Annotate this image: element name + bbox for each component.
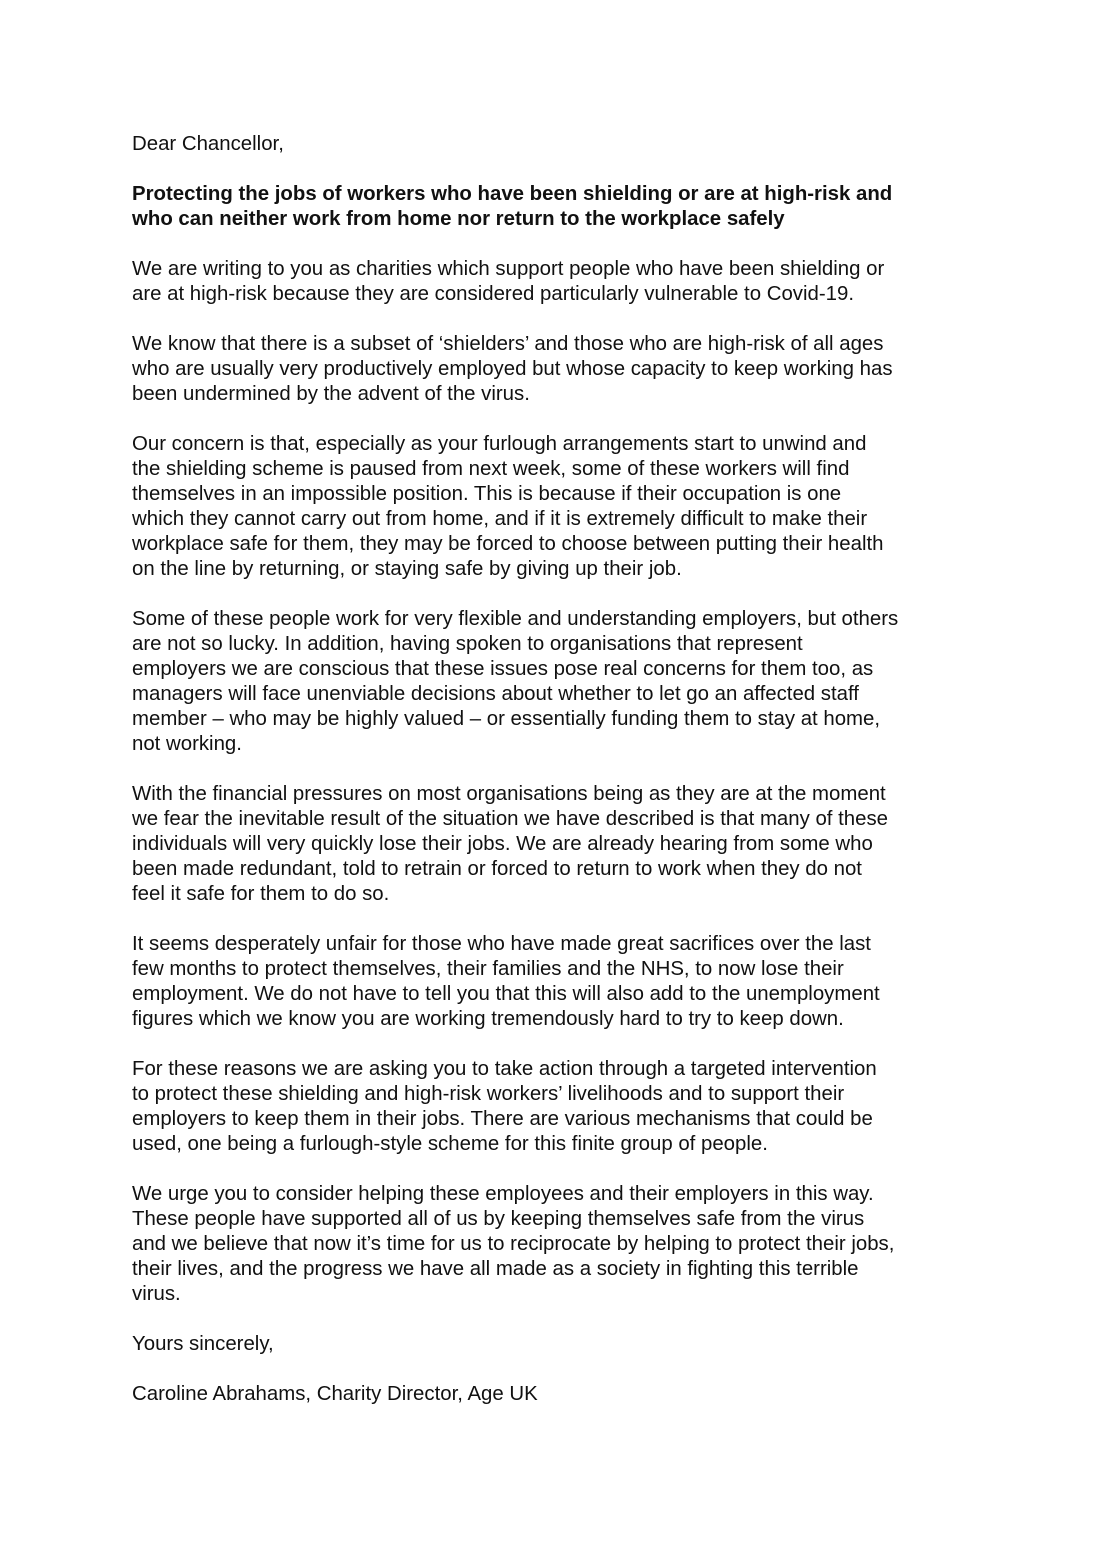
subject-line: who can neither work from home nor return to the workplace safely [132,208,785,230]
paragraph-line: to protect these shielding and high-risk workers’ livelihoods and to support their [132,1083,845,1105]
paragraph-line: It seems desperately unfair for those who have made great sacrifices over the last [132,933,871,955]
paragraph-line: We know that there is a subset of ‘shielders’ and those who are high-risk of all ages [132,333,884,355]
paragraph-intro [132,257,982,307]
paragraph-financial-pressures [132,782,982,907]
paragraph-line: their lives, and the progress we have all made as a society in fighting this terrible [132,1258,859,1280]
paragraph-line: member – who may be highly valued – or essentially funding them to stay at home, [132,708,881,730]
paragraph-line: the shielding scheme is paused from next week, some of these workers will find [132,458,850,480]
paragraph-line: few months to protect themselves, their families and the NHS, to now lose their [132,958,844,980]
paragraph-line: themselves in an impossible position. This is because if their occupation is one [132,483,842,505]
paragraph-shielders [132,332,982,407]
closing-text: Yours sincerely, [132,1333,274,1355]
paragraph-line: employers we are conscious that these issues pose real concerns for them too, as [132,658,874,680]
paragraph-line: employers to keep them in their jobs. There are various mechanisms that could be [132,1108,873,1130]
paragraph-line: not working. [132,733,242,755]
salutation [132,132,982,157]
paragraph-line: used, one being a furlough-style scheme for this finite group of people. [132,1133,768,1155]
signature-text: Caroline Abrahams, Charity Director, Age UK [132,1383,538,1405]
paragraph-line: employment. We do not have to tell you that this will also add to the unemployment [132,983,880,1005]
paragraph-line: figures which we know you are working tremendously hard to try to keep down. [132,1008,844,1030]
paragraph-urge [132,1182,982,1307]
paragraph-line: are at high-risk because they are considered particularly vulnerable to Covid-19. [132,283,854,305]
paragraph-line: on the line by returning, or staying safe by giving up their job. [132,558,682,580]
paragraph-line: managers will face unenviable decisions about whether to let go an affected staff [132,683,859,705]
paragraph-unfair [132,932,982,1032]
salutation-text: Dear Chancellor, [132,133,284,155]
paragraph-line: which they cannot carry out from home, and if it is extremely difficult to make their [132,508,868,530]
subject-line: Protecting the jobs of workers who have been shielding or are at high-risk and [132,183,893,205]
paragraph-line: We urge you to consider helping these employees and their employers in this way. [132,1183,874,1205]
paragraph-line: been undermined by the advent of the virus. [132,383,530,405]
paragraph-line: we fear the inevitable result of the situation we have described is that many of these [132,808,889,830]
subject-heading [132,182,982,232]
paragraph-line: Some of these people work for very flexible and understanding employers, but others [132,608,899,630]
paragraph-line: Our concern is that, especially as your furlough arrangements start to unwind and [132,433,867,455]
paragraph-request [132,1057,982,1157]
paragraph-line: We are writing to you as charities which support people who have been shielding or [132,258,885,280]
paragraph-line: been made redundant, told to retrain or forced to return to work when they do not [132,858,862,880]
paragraph-line: For these reasons we are asking you to take action through a targeted intervention [132,1058,877,1080]
paragraph-employers [132,607,982,757]
letter-body [132,132,982,1432]
paragraph-line: virus. [132,1283,181,1305]
paragraph-concern [132,432,982,582]
closing [132,1332,982,1357]
paragraph-line: feel it safe for them to do so. [132,883,390,905]
paragraph-line: who are usually very productively employed but whose capacity to keep working has [132,358,893,380]
paragraph-line: workplace safe for them, they may be forced to choose between putting their health [132,533,884,555]
signature [132,1382,982,1407]
paragraph-line: With the financial pressures on most organisations being as they are at the moment [132,783,886,805]
paragraph-line: are not so lucky. In addition, having spoken to organisations that represent [132,633,803,655]
paragraph-line: individuals will very quickly lose their jobs. We are already hearing from some who [132,833,873,855]
paragraph-line: and we believe that now it’s time for us to reciprocate by helping to protect their jobs, [132,1233,895,1255]
paragraph-line: These people have supported all of us by keeping themselves safe from the virus [132,1208,865,1230]
